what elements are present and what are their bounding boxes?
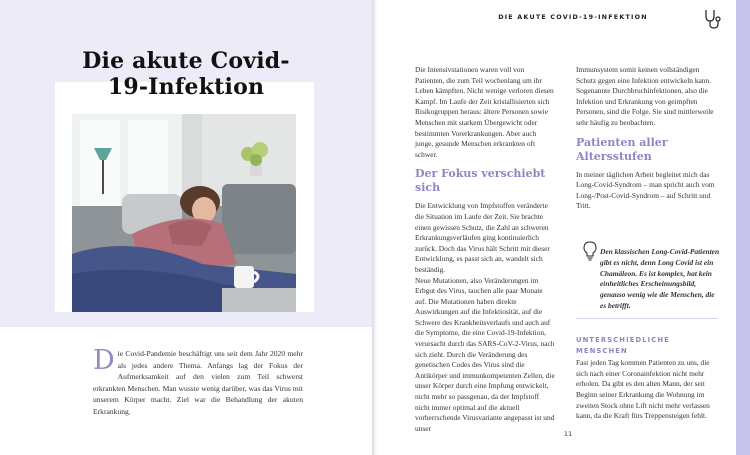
stethoscope-icon: [702, 8, 722, 30]
left-page: [0, 0, 372, 455]
divider: [576, 318, 718, 319]
text-column-2: [576, 65, 718, 212]
chapter-title: Die akute Covid-19-Infektion: [82, 48, 290, 100]
lightbulb-icon: [582, 241, 598, 261]
drop-cap: D: [93, 345, 115, 376]
page-number: 11: [563, 430, 573, 438]
text-column-2-lower: [576, 327, 718, 422]
paragraph: Neue Mutationen, also Veränderungen im Erbgut des Virus, tauchen alle paar Monate auf. Die Mutationen haben direkte Auswirkungen auf die Infektiosität, auf die Schwere des Krankheitsverlaufs und auch auf die Symptome, die eine Covid-19-Infektion, verursacht durch das SARS-CoV-2-Virus, nach sich zieht. Durch die Veränderung des genetischen Codes des Virus sind die Antikörper und immunkompetenten Zellen, die unser Körper durch eine Impfung entwickelt, nicht mehr so passgenau, da der Impfstoff nicht immer optimal auf die aktuell vorherrschende Virusvariante angepasst ist und unser: [415, 275, 555, 433]
section-heading: Patienten aller Altersstufen: [576, 135, 668, 163]
intro-text: ie Covid-Pandemie beschäftigt uns seit dem Jahr 2020 mehr als jedes andere Thema. Anfangs lag der Fokus der Aufmerksamkeit auf den vielen zum Teil schwerst erkrankten Menschen. Man wusste wenig darüber, was das Virus mit unserem Körper macht. Ziel war die Behandlung der akuten Erkrankung.: [93, 349, 303, 416]
paragraph: Immunsystem somit keinen vollständigen Schutz gegen eine Infektion entwickeln kann. Sogenannte Durchbruchinfektionen, also die Infektion und Erkrankung von geimpften Personen, sind die Folge. Sie sind mittlerweile sehr häufig zu beobachten.: [576, 65, 714, 127]
book-gutter: [372, 0, 378, 455]
paragraph: In meiner täglichen Arbeit begleitet mich das Long-Covid-Syndrom – man spricht auch vom Long-/Post-Covid-Syndrom – auf Schritt und Tritt.: [576, 169, 715, 211]
paragraph: Die Intensivstationen waren voll von Patienten, die zum Teil wochenlang um ihr Leben kämpften. Nicht wenige verloren diesen Kampf. Im Laufe der Zeit kristallisierten sich Risikogruppen heraus: ältere Personen sowie Menschen mit starkem Übergewicht oder bestimmten Vorerkrankungen. Aber auch junge, gesunde Menschen erkrankten oft schwer.: [415, 65, 554, 159]
pull-quote: [578, 239, 718, 314]
paragraph: Fast jeden Tag kommen Patienten zu uns, die sich nach einer Coronainfektion nicht mehr erholen. Da gibt es den alten Mann, der seit Beginn seiner Erkrankung die Wohnung im zweiten Stock ohne Lift nicht mehr verlassen kann, da die Kraft fürs Treppensteigen fehlt.: [576, 358, 710, 421]
text-column-1: [415, 65, 555, 434]
section-heading: Der Fokus verschiebt sich: [415, 167, 546, 195]
photo-sick-woman-on-sofa: [72, 114, 296, 312]
page-edge-strip: [736, 0, 750, 455]
quote-text: Den klassischen Long-Covid-Patienten gibt es nicht, denn Long Covid ist ein Chamäleon. Es ist komplex, hat kein einheitliches Erscheinungsbild, genauso wenig wie die Menschen, die es betrifft.: [600, 247, 720, 310]
caps-heading: UNTERSCHIEDLICHE MENSCHEN: [576, 336, 670, 355]
paragraph: Die Entwicklung von Impfstoffen veränderte die Situation im Laufe der Zeit. Sie brachte einen gewissen Schutz, die Zahl an schweren Erkrankungsverläufen ging kontinuierlich zurück. Doch das Virus hält Schritt mit dieser Entwicklung, es passt sich an, wandelt sich beständig.: [415, 201, 550, 274]
intro-paragraph: [93, 345, 303, 418]
running-head: DIE AKUTE COVID-19-INFEKTION: [498, 13, 648, 21]
